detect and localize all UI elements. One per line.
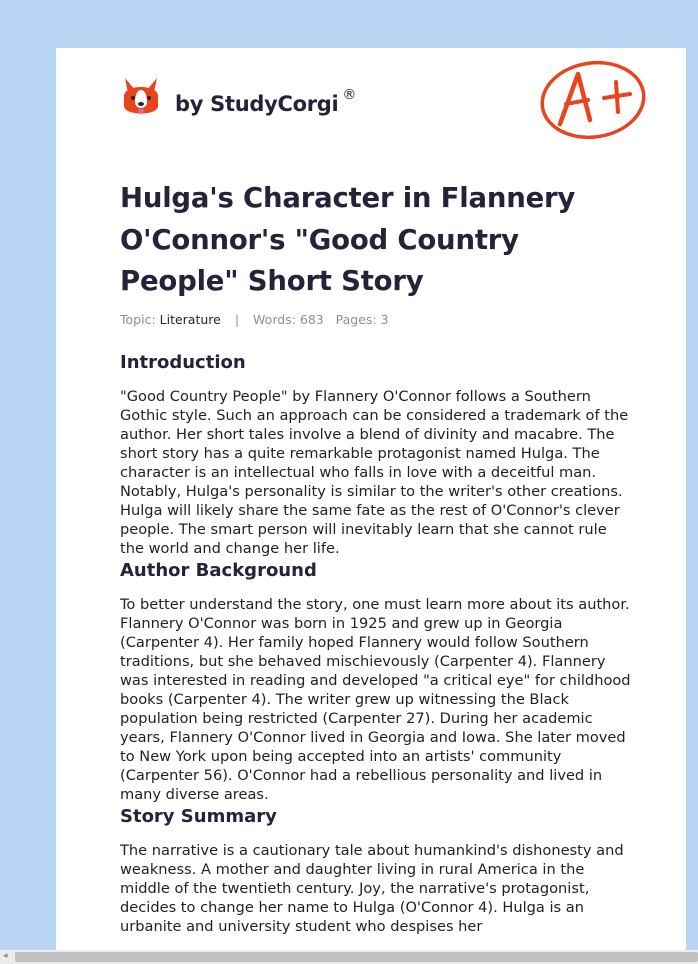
page-title: Hulga's Character in Flannery O'Connor's "Good Country People" Short Story (120, 182, 576, 297)
registered-mark: ® (342, 86, 357, 103)
a-plus-grade-icon (538, 58, 648, 142)
pages-count: 3 (380, 312, 389, 327)
section-text-story-summary: The narrative is a cautionary tale about humankind's dishonesty and weakness. A mother and daughter living in rural America in the middle of the twentieth century. Joy, the narrative's protagonist, decides to change her name to Hulga (O'Connor 4). Hulga is an urbanite and university student who despises her (120, 842, 624, 935)
horizontal-scrollbar[interactable] (0, 950, 698, 964)
document-page (56, 48, 686, 950)
scrollbar-thumb[interactable] (15, 952, 698, 962)
section-heading-author-background: Author Background (120, 560, 317, 581)
topic-label: Topic: (120, 312, 156, 327)
document-body (120, 350, 632, 936)
topic-link[interactable]: Literature (159, 312, 221, 327)
section-heading-introduction: Introduction (120, 352, 246, 373)
pages-label: Pages: (335, 312, 377, 327)
meta-separator: | (234, 312, 240, 327)
document-meta (120, 312, 389, 327)
brand-name: by StudyCorgi ® (175, 86, 357, 116)
corgi-icon (121, 76, 161, 122)
words-count: 683 (299, 312, 324, 327)
studycorgi-logo[interactable] (121, 76, 356, 122)
section-heading-story-summary: Story Summary (120, 806, 277, 827)
scroll-left-arrow-icon[interactable]: ◂ (3, 951, 8, 961)
section-text-author-background: To better understand the story, one must learn more about its author. Flannery O'Connor was born in 1925 and grew up in Georgia (Carpenter 4). Her family hoped Flannery would follow Southern traditions, but she behaved mischievously (Carpenter 4). Flannery was interested in reading and developed "a critical eye" for childhood books (Carpenter 4). The writer grew up witnessing the Black population being restricted (Carpenter 27). During her academic years, Flannery O'Connor lived in Georgia and Iowa. She later moved to New York upon being accepted into an artists' community (Carpenter 56). O'Connor had a rebellious personality and lived in many diverse areas. (120, 596, 631, 803)
section-text-introduction: "Good Country People" by Flannery O'Connor follows a Southern Gothic style. Such an approach can be considered a trademark of the author. Her short tales involve a blend of divinity and macabre. The short story has a quite remarkable protagonist named Hulga. The character is an intellectual who falls in love with a deceitful man. Notably, Hulga's personality is similar to the writer's other creations. Hulga will likely share the same fate as the rest of O'Connor's clever people. The smart person will inevitably learn that she cannot rule the world and change her life. (120, 388, 629, 557)
words-label: Words: (253, 312, 296, 327)
